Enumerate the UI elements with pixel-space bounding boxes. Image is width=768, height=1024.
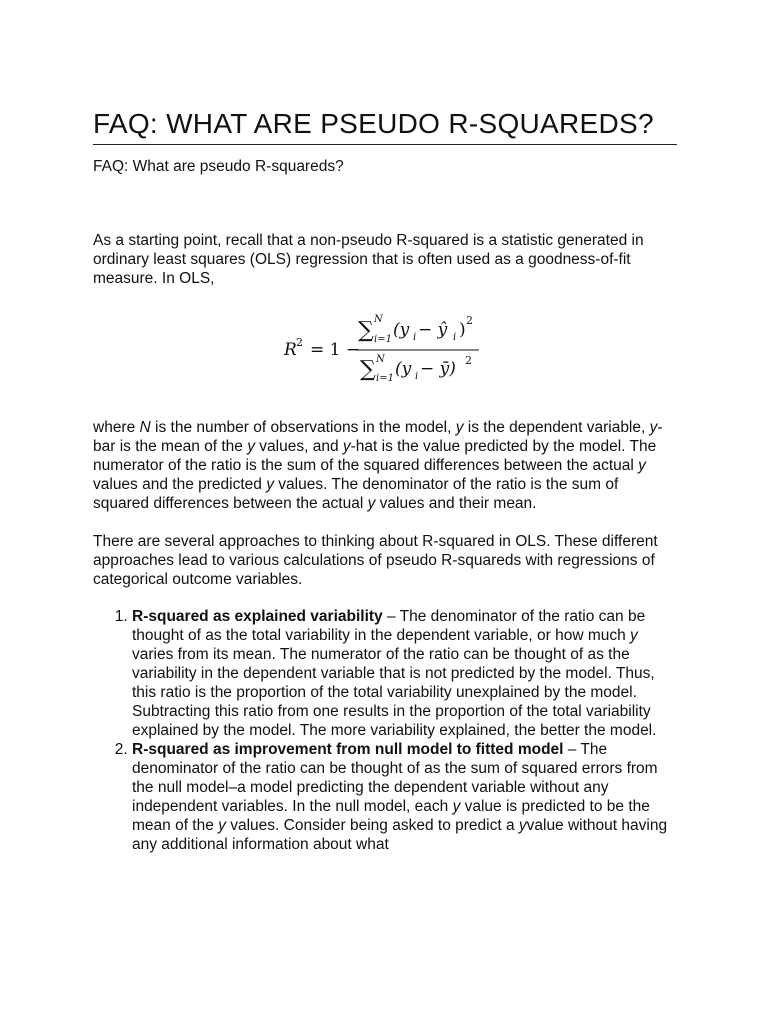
numerator-body: (y	[393, 320, 410, 340]
r-squared-formula	[93, 304, 678, 389]
numerator-sub-i: i	[413, 332, 417, 343]
numerator-sub: i=1	[374, 334, 392, 345]
list-item-lead: R-squared as explained variability	[132, 608, 383, 625]
list-item: 2. R-squared as improvement from null model to fitted model – The denominator of the ratio can be thought of as the sum of squared errors from the null model–a model predicting the dependent variable without any independent variables. In the null model, each y value is predicted to be the mean of the y values. Consider being asked to predict a yvalue without having any additional information about what	[132, 740, 678, 854]
document-page	[93, 108, 678, 854]
approaches-paragraph: There are several approaches to thinking about R-squared in OLS. These different approaches lead to various calculations of pseudo R-squareds with regressions of categorical outcome variables.	[93, 533, 658, 588]
list-item-lead: R-squared as improvement from null model to fitted model	[132, 741, 564, 758]
formula-lhs-exp: 2	[296, 336, 303, 349]
intro-paragraph: As a starting point, recall that a non-pseudo R-squared is a statistic generated in ordinary least squares (OLS) regression that is often used as a goodness-of-fit measure. In OLS,	[93, 232, 644, 287]
denominator-minus: − ȳ)	[420, 359, 456, 379]
denominator-sub-i: i	[415, 371, 419, 382]
denominator-body: (y	[395, 359, 412, 379]
subtitle: FAQ: What are pseudo R-squareds?	[93, 158, 344, 175]
denominator-sup: N	[376, 354, 385, 365]
numerator-close: )	[459, 320, 466, 340]
numerator-sub-i2: i	[453, 332, 457, 343]
formula-lhs: R	[284, 340, 297, 360]
numerator-minus: − ŷ	[418, 320, 448, 340]
denominator-sub: i=1	[376, 373, 394, 384]
list-item: 1. R-squared as explained variability – The denominator of the ratio can be thought of as the total variability in the dependent variable, or how much y varies from its mean. The numerator of the ratio can be thought of as the variability in the dependent variable that is not predicted by the model. Thus, this ratio is the proportion of the total variability unexplained by the model. Subtracting this ratio from one results in the proportion of the total variability explained by the model. The more variability explained, the better the model.	[132, 607, 678, 740]
numerator-sup: N	[374, 314, 383, 325]
approaches-list	[93, 607, 678, 854]
denominator-square: 2	[465, 354, 472, 367]
page-title: FAQ: WHAT ARE PSEUDO R-SQUAREDS?	[93, 108, 677, 145]
where-paragraph: where N is the number of observations in the model, y is the dependent variable, y-bar is the mean of the y values, and y-hat is the value predicted by the model. The numerator of the ratio is the sum of the squared differences between the actual y values and the predicted y values. The denominator of the ratio is the sum of squared differences between the actual y values and their mean.	[93, 419, 663, 512]
numerator-sum: ∑	[358, 318, 374, 343]
formula-equals: = 1 −	[310, 340, 361, 360]
numerator-square: 2	[466, 314, 473, 327]
denominator-sum: ∑	[360, 357, 376, 382]
